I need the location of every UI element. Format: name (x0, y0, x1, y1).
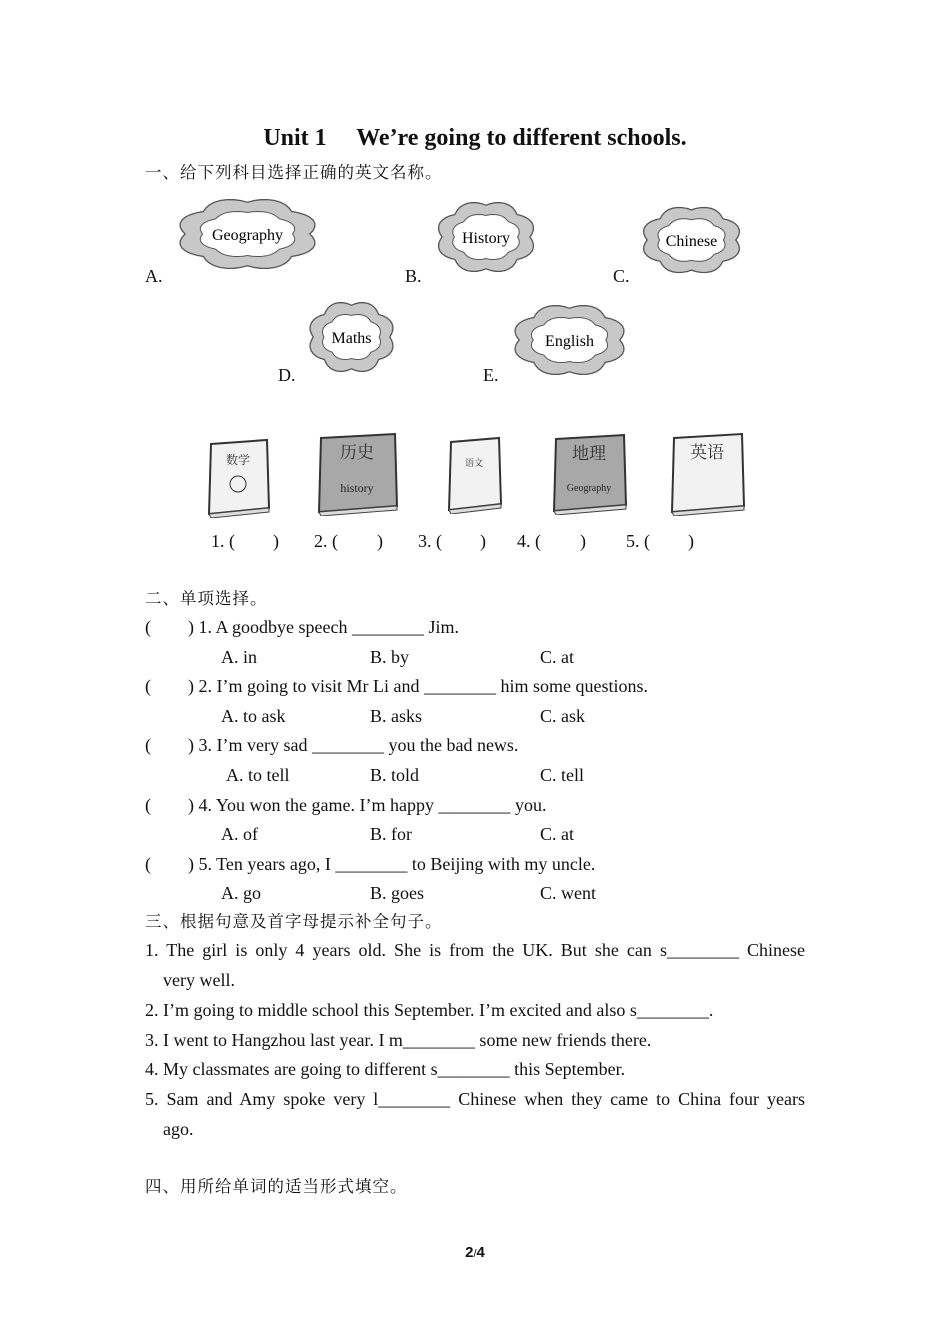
question-1-stem: ) 1. A goodbye speech ________ Jim. (188, 617, 459, 637)
question-1-option-b: B. by (370, 646, 410, 667)
question-1-option-a: A. in (221, 646, 257, 667)
subject-cloud-maths (307, 300, 396, 374)
page-sep: / (473, 1248, 477, 1260)
question-2-answer-open: ( (145, 676, 151, 697)
answer-2-close: ) (377, 531, 383, 551)
fill-line-5-cont: ago. (163, 1119, 194, 1139)
question-3-option-c: C. tell (540, 765, 584, 785)
page-number (0, 1244, 950, 1261)
option-label-e: E. (483, 365, 499, 385)
question-5-stem: ) 5. Ten years ago, I ________ to Beijing with my uncle. (188, 853, 596, 874)
section2-heading: 二、单项选择。 (145, 589, 268, 608)
section4-heading: 四、用所给单词的适当形式填空。 (145, 1177, 408, 1196)
question-3-option-a: A. to tell (226, 765, 290, 785)
cloud-word: Maths (331, 330, 372, 347)
question-3-stem: ) 3. I’m very sad ________ you the bad news. (188, 735, 519, 756)
question-4-answer-open: ( (145, 794, 151, 815)
question-2-option-a: A. to ask (221, 705, 286, 726)
question-5-option-c: C. went (540, 883, 596, 904)
fill-line-5: 5. Sam and Amy spoke very l________ Chinese when they came to China four years (145, 1089, 805, 1109)
question-1-option-c: C. at (540, 646, 574, 667)
question-3-answer-open: ( (145, 735, 151, 756)
book-title-cn: 地理 (572, 444, 606, 464)
answer-5: 5. ( (626, 531, 650, 551)
subject-cloud-history (435, 200, 537, 274)
question-2-stem: ) 2. I’m going to visit Mr Li and ________ him some questions. (188, 676, 648, 697)
question-2-option-c: C. ask (540, 705, 585, 726)
question-4-option-b: B. for (370, 824, 412, 845)
question-5-option-b: B. goes (370, 883, 424, 904)
fill-line-2: 2. I’m going to middle school this September. I’m excited and also s________. (145, 1000, 714, 1020)
cloud-word: Geography (211, 227, 284, 244)
page-current: 2 (465, 1244, 474, 1261)
question-4-option-c: C. at (540, 824, 574, 845)
question-4-option-a: A. of (221, 824, 258, 845)
question-2-option-b: B. asks (370, 705, 423, 726)
cloud-word: English (545, 333, 594, 350)
textbook-image-2 (315, 432, 399, 516)
option-label-b: B. (405, 266, 422, 286)
question-5-option-a: A. go (221, 883, 261, 904)
option-label-a: A. (145, 266, 163, 286)
book-title-cn: 历史 (340, 443, 374, 463)
question-3-option-b: B. told (370, 765, 420, 785)
question-4-stem: ) 4. You won the game. I’m happy ________ you. (188, 794, 547, 815)
section1-heading: 一、给下列科目选择正确的英文名称。 (145, 163, 443, 182)
answer-1-close: ) (273, 531, 279, 551)
fill-line-3: 3. I went to Hangzhou last year. I m________ some new friends there. (145, 1030, 652, 1050)
answer-4: 4. ( (517, 531, 541, 551)
book-title-cn: 数学 (225, 453, 251, 467)
option-label-d: D. (278, 365, 296, 385)
subject-cloud-geography (175, 197, 320, 271)
fill-line-1-cont: very well. (163, 970, 235, 990)
cloud-word: History (462, 230, 510, 247)
book-title-cn: 语文 (464, 459, 484, 469)
answer-3: 3. ( (418, 531, 442, 551)
book-title-en: history (340, 481, 374, 495)
answer-5-close: ) (688, 531, 694, 551)
question-1-answer-open: ( (145, 617, 151, 637)
answer-3-close: ) (480, 531, 486, 551)
page-title: Unit 1 We’re going to different schools. (263, 125, 687, 151)
fill-line-1: 1. The girl is only 4 years old. She is from the UK. But she can s________ Chinese (145, 940, 805, 960)
cloud-word: Chinese (665, 233, 718, 250)
page-total: 4 (476, 1244, 485, 1261)
subject-cloud-chinese (640, 205, 743, 275)
answer-1: 1. ( (211, 531, 235, 551)
question-5-answer-open: ( (145, 853, 151, 874)
book-title-en: Geography (566, 483, 612, 494)
book-title-cn: 英语 (690, 443, 724, 463)
option-label-c: C. (613, 266, 630, 286)
textbook-image-3 (445, 436, 503, 514)
answer-4-close: ) (580, 531, 586, 551)
answer-2: 2. ( (314, 531, 338, 551)
textbook-image-1 (205, 438, 271, 518)
subject-cloud-english (511, 303, 628, 377)
textbook-image-4 (550, 433, 628, 515)
fill-line-4: 4. My classmates are going to different s________ this September. (145, 1059, 626, 1079)
textbook-image-5 (668, 432, 746, 516)
section3-heading: 三、根据句意及首字母提示补全句子。 (145, 912, 443, 931)
